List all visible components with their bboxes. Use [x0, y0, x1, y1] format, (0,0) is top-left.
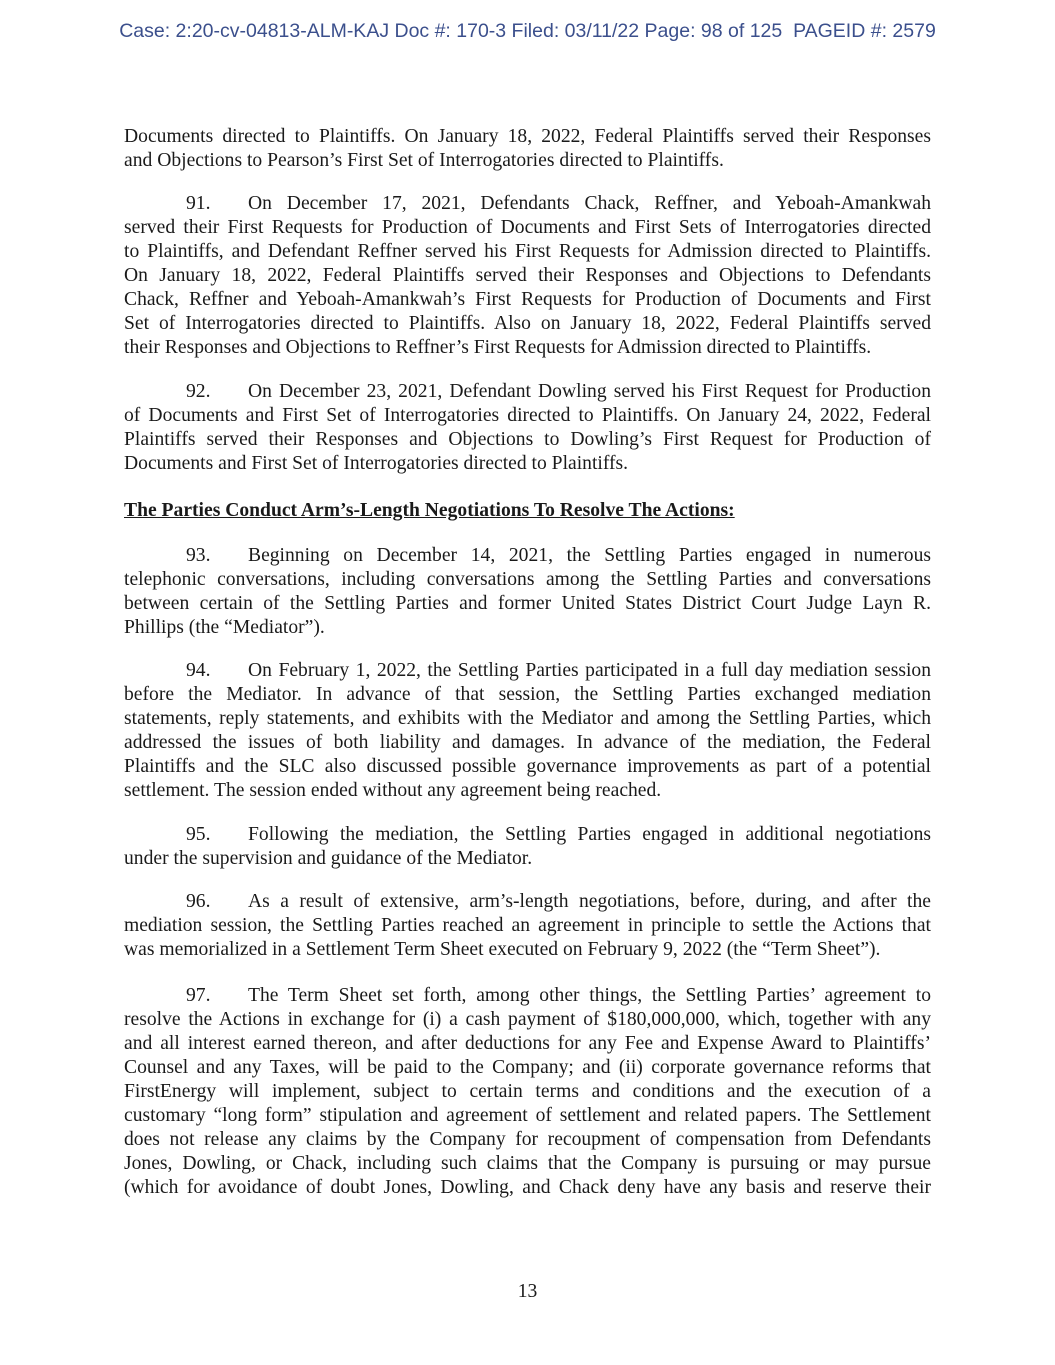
text-line: telephonic conversations, including conversations among the Settling Parties and conversations	[124, 569, 931, 590]
text-line: Counsel and any Taxes, will be paid to the Company; and (ii) corporate governance reforms that	[124, 1057, 931, 1078]
paragraph-number: 92.	[186, 381, 211, 402]
text-line: Chack, Reffner and Yeboah-Amankwah’s First Requests for Production of Documents and First	[124, 289, 931, 310]
section-heading	[124, 499, 931, 523]
paragraph	[124, 544, 931, 640]
paragraph-number: 96.	[186, 891, 211, 912]
text-line: On January 18, 2022, Federal Plaintiffs served their Responses and Objections to Defendants	[124, 265, 931, 286]
line-text: On December 23, 2021, Defendant Dowling served his First Request for Production	[248, 381, 931, 402]
paragraph	[124, 890, 931, 962]
text-line: before the Mediator. In advance of that session, the Settling Parties exchanged mediation	[124, 684, 931, 705]
text-line: mediation session, the Settling Parties reached an agreement in principle to settle the Actions that	[124, 915, 931, 936]
text-line: under the supervision and guidance of the Mediator.	[124, 848, 533, 869]
line-text: Beginning on December 14, 2021, the Settling Parties engaged in numerous	[248, 545, 931, 566]
paragraph	[124, 125, 931, 173]
text-line: and Objections to Pearson’s First Set of Interrogatories directed to Plaintiffs.	[124, 150, 724, 171]
text-line: to Plaintiffs, and Defendant Reffner served his First Requests for Admission directed to Plaintiffs.	[124, 241, 931, 262]
paragraph	[124, 380, 931, 476]
paragraph	[124, 659, 931, 803]
page-number: 13	[517, 1281, 538, 1302]
text-line: FirstEnergy will implement, subject to certain terms and conditions and the execution of a	[124, 1081, 931, 1102]
text-line: does not release any claims by the Company for recoupment of compensation from Defendants	[124, 1129, 931, 1150]
text-line	[124, 380, 931, 404]
text-line: was memorialized in a Settlement Term Sheet executed on February 9, 2022 (the “Term Sheet”).	[124, 939, 881, 960]
paragraph	[124, 984, 931, 1200]
line-text: On February 1, 2022, the Settling Parties participated in a full day mediation session	[248, 660, 931, 681]
paragraph-number: 91.	[186, 193, 211, 214]
paragraph-number: 94.	[186, 660, 211, 681]
line-text: As a result of extensive, arm’s-length negotiations, before, during, and after the	[248, 891, 931, 912]
text-line: Plaintiffs and the SLC also discussed possible governance improvements as part of a potential	[124, 756, 931, 777]
paragraph-number: 93.	[186, 545, 211, 566]
text-line: Jones, Dowling, or Chack, including such claims that the Company is pursuing or may pursue	[124, 1153, 931, 1174]
paragraph	[124, 192, 931, 360]
text-line	[124, 890, 931, 914]
text-line: Plaintiffs served their Responses and Objections to Dowling’s First Request for Production of	[124, 429, 931, 450]
text-line: settlement. The session ended without any agreement being reached.	[124, 780, 662, 801]
text-line	[124, 984, 931, 1008]
text-line	[124, 192, 931, 216]
text-line: and all interest earned thereon, and after deductions for any Fee and Expense Award to Plaintiffs’	[124, 1033, 931, 1054]
text-line: resolve the Actions in exchange for (i) a cash payment of $180,000,000, which, together with any	[124, 1009, 931, 1030]
text-line: Documents directed to Plaintiffs. On January 18, 2022, Federal Plaintiffs served their Responses	[124, 126, 931, 147]
text-line: customary “long form” stipulation and agreement of settlement and related papers. The Settlement	[124, 1105, 931, 1126]
text-line: The Parties Conduct Arm’s-Length Negotiations To Resolve The Actions:	[124, 500, 735, 521]
case-header-stamp: Case: 2:20-cv-04813-ALM-KAJ Doc #: 170-3 Filed: 03/11/22 Page: 98 of 125 PAGEID #: 2579	[119, 20, 936, 42]
text-line: Phillips (the “Mediator”).	[124, 617, 325, 638]
text-line: statements, reply statements, and exhibits with the Mediator and among the Settling Parties, which	[124, 708, 931, 729]
text-line	[124, 659, 931, 683]
paragraph-number: 97.	[186, 985, 211, 1006]
text-line: their Responses and Objections to Reffner’s First Requests for Admission directed to Plaintiffs.	[124, 337, 872, 358]
paragraph-number: 95.	[186, 824, 211, 845]
text-line: (which for avoidance of doubt Jones, Dowling, and Chack deny have any basis and reserve their	[124, 1177, 931, 1198]
line-text: The Term Sheet set forth, among other things, the Settling Parties’ agreement to	[248, 985, 931, 1006]
text-line	[124, 544, 931, 568]
text-line: addressed the issues of both liability and damages. In advance of the mediation, the Federal	[124, 732, 931, 753]
line-text: On December 17, 2021, Defendants Chack, Reffner, and Yeboah-Amankwah	[248, 193, 931, 214]
text-line: Documents and First Set of Interrogatories directed to Plaintiffs.	[124, 453, 629, 474]
text-line: between certain of the Settling Parties and former United States District Court Judge Layn R.	[124, 593, 931, 614]
text-line: of Documents and First Set of Interrogatories directed to Plaintiffs. On January 24, 2022, Federal	[124, 405, 931, 426]
text-line: served their First Requests for Production of Documents and First Sets of Interrogatories directed	[124, 217, 931, 238]
text-line	[124, 823, 931, 847]
line-text: Following the mediation, the Settling Parties engaged in additional negotiations	[248, 824, 931, 845]
text-line: Set of Interrogatories directed to Plaintiffs. Also on January 18, 2022, Federal Plaintiffs served	[124, 313, 931, 334]
paragraph	[124, 823, 931, 871]
